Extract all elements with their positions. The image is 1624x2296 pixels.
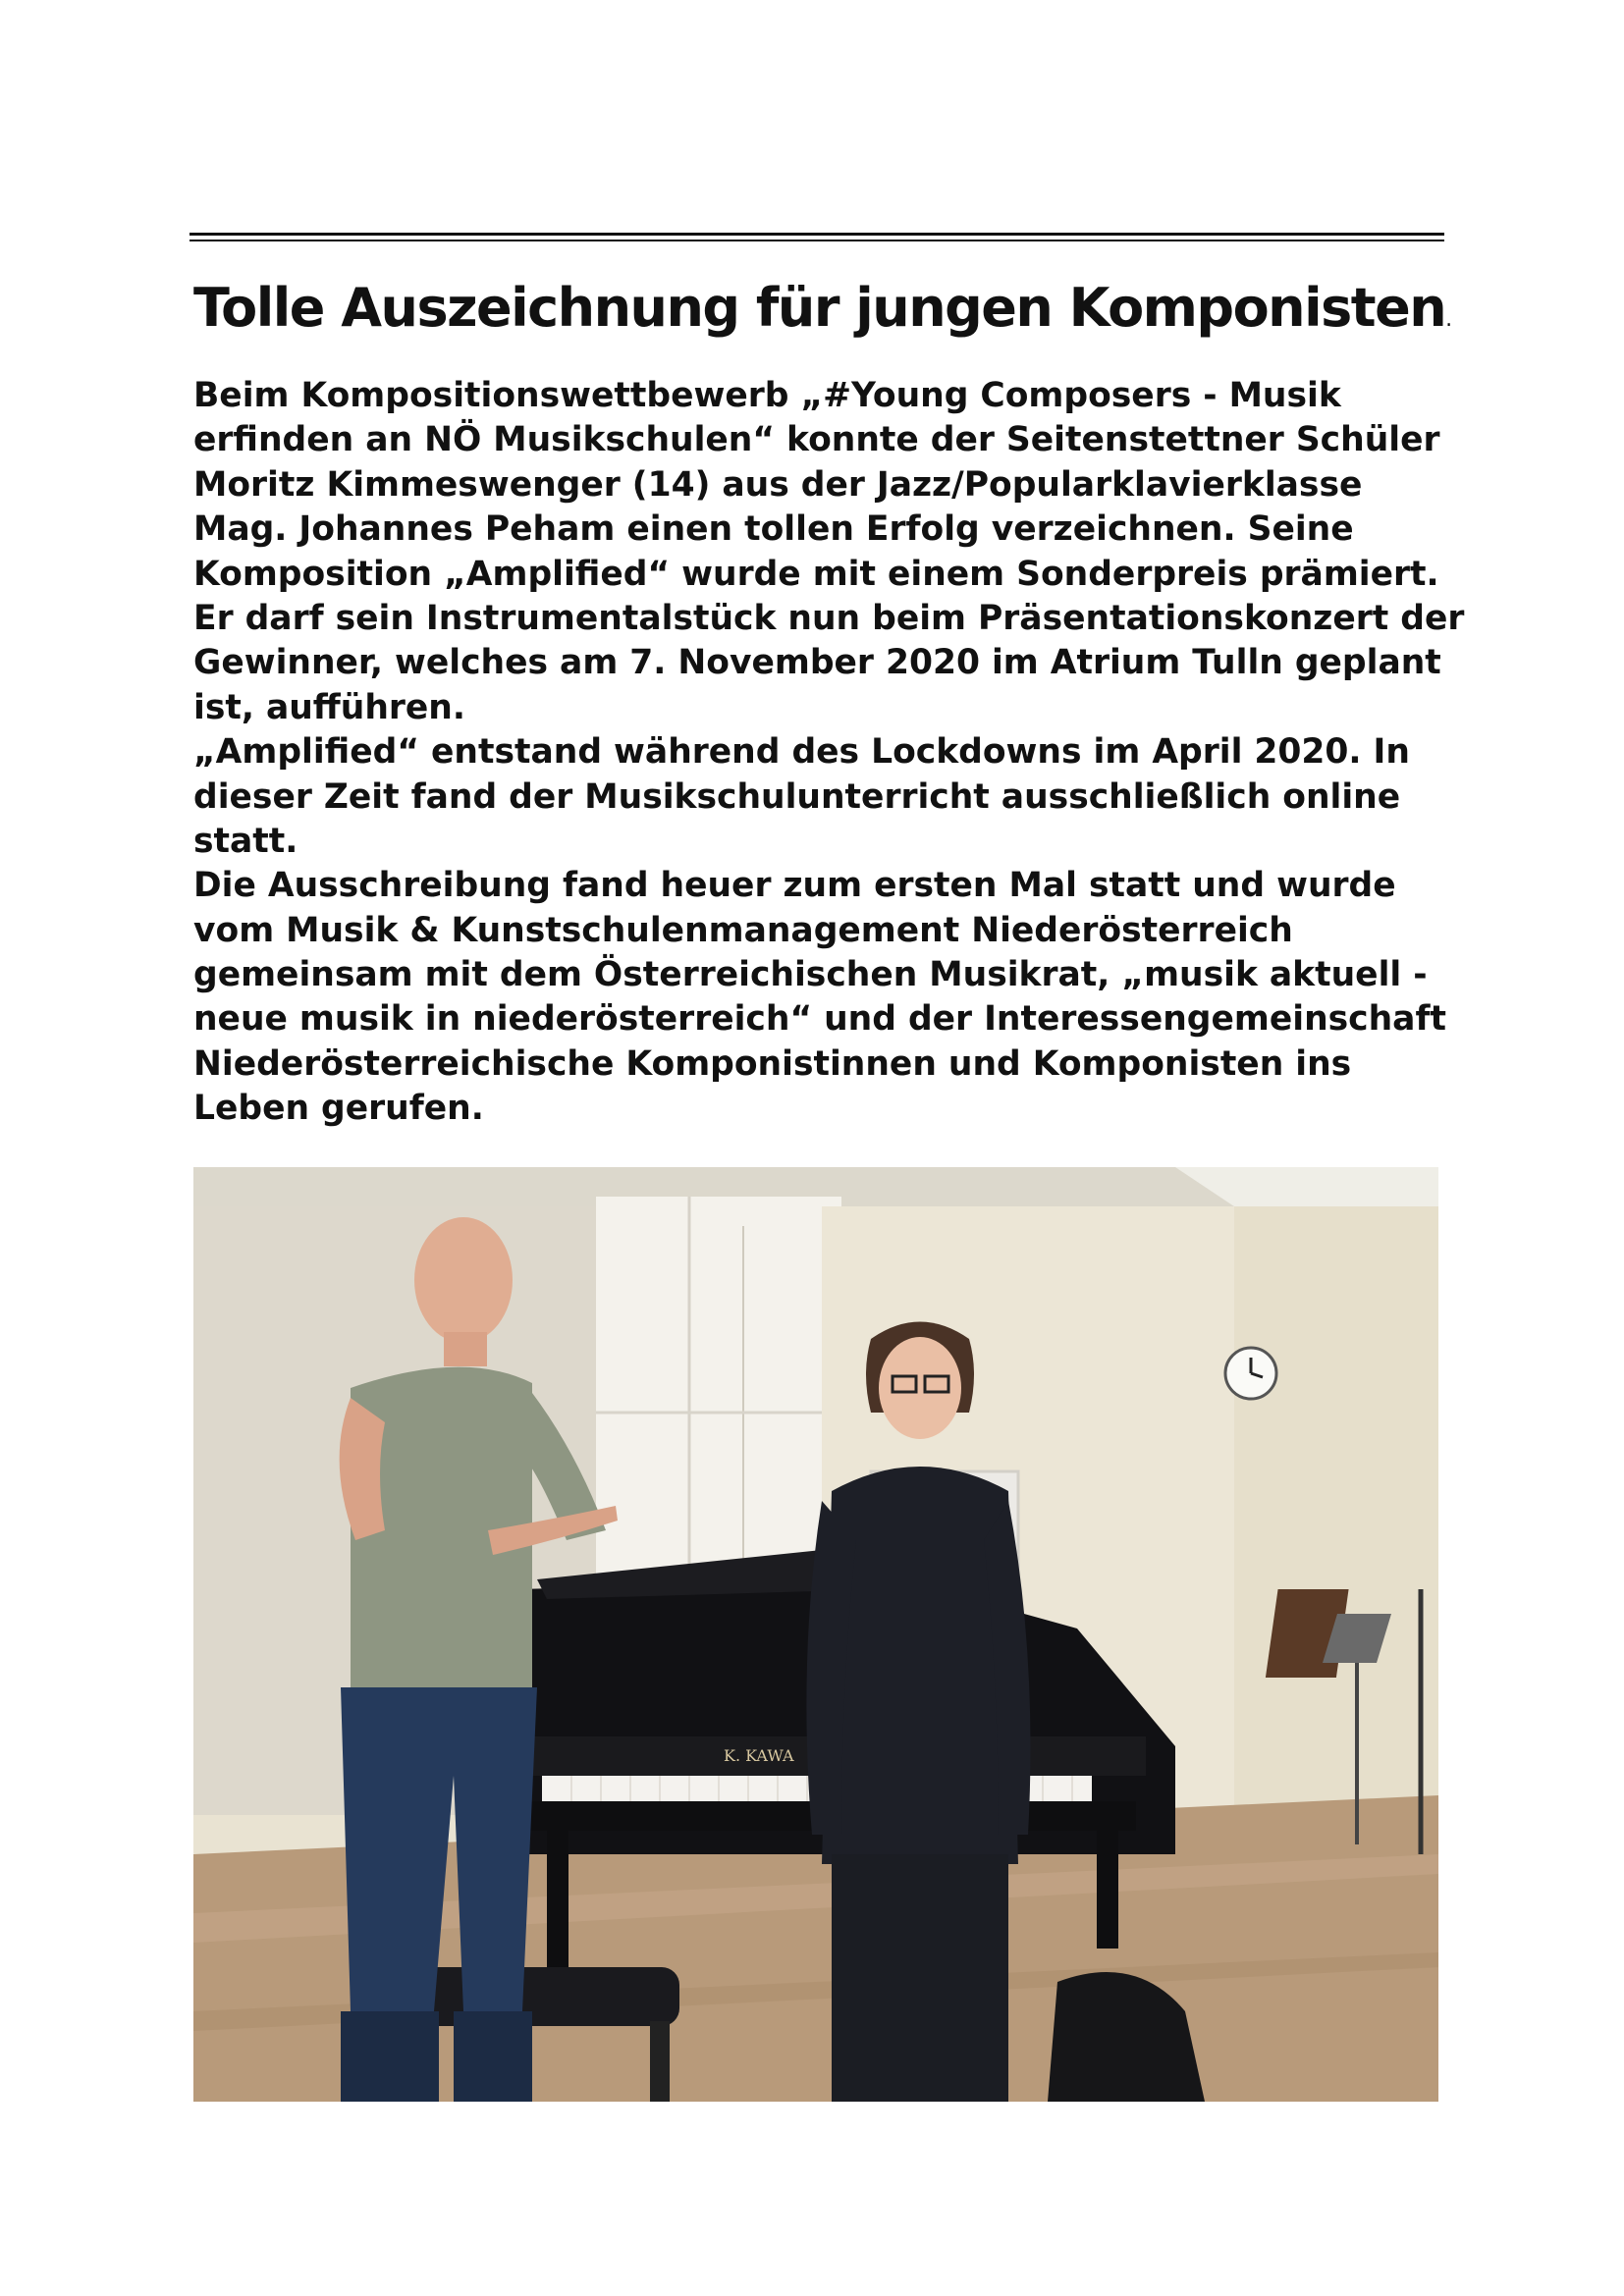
body-line: vom Musik & Kunstschulenmanagement Niederösterreich: [193, 910, 1293, 950]
body-line: gemeinsam mit dem Österreichischen Musikrat, „musik aktuell -: [193, 955, 1428, 995]
article-title-suffix: .: [1445, 307, 1453, 332]
article-body: [193, 374, 1465, 1132]
body-line: Niederösterreichische Komponistinnen und Komponisten ins: [193, 1043, 1352, 1084]
body-line: Die Ausschreibung fand heuer zum ersten Mal statt und wurde: [193, 866, 1396, 906]
article-title: [193, 273, 1460, 355]
body-line: Er darf sein Instrumentalstück nun beim Präsentationskonzert der: [193, 598, 1465, 638]
body-line: neue musik in niederösterreich“ und der Interessengemeinschaft: [193, 999, 1446, 1040]
body-line: Mag. Johannes Peham einen tollen Erfolg verzeichnen. Seine: [193, 509, 1354, 550]
body-line: „Amplified“ entstand während des Lockdowns im April 2020. In: [193, 732, 1410, 773]
article-photo: [193, 1167, 1438, 2102]
header-rule-thick: [189, 233, 1444, 236]
body-line: Beim Kompositionswettbewerb „#Young Composers - Musik: [193, 376, 1341, 415]
body-line: Gewinner, welches am 7. November 2020 im Atrium Tulln geplant: [193, 643, 1441, 683]
body-line: Komposition „Amplified“ wurde mit einem Sonderpreis prämiert.: [193, 554, 1439, 594]
piano-brand-label: K. KAWA: [724, 1746, 794, 1765]
body-line: ist, aufführen.: [193, 687, 465, 727]
right-wall: [1234, 1206, 1438, 1835]
body-line: erfinden an NÖ Musikschulen“ konnte der Seitenstettner Schüler: [193, 420, 1440, 460]
body-line: dieser Zeit fand der Musikschulunterricht ausschließlich online: [193, 776, 1401, 817]
body-line: Moritz Kimmeswenger (14) aus der Jazz/Popularklavierklasse: [193, 464, 1363, 505]
article-title-text: Tolle Auszeichnung für jungen Komponisten: [193, 277, 1446, 339]
body-line: statt.: [193, 821, 298, 861]
body-line: Leben gerufen.: [193, 1089, 484, 1129]
header-rule-thin: [189, 240, 1444, 241]
